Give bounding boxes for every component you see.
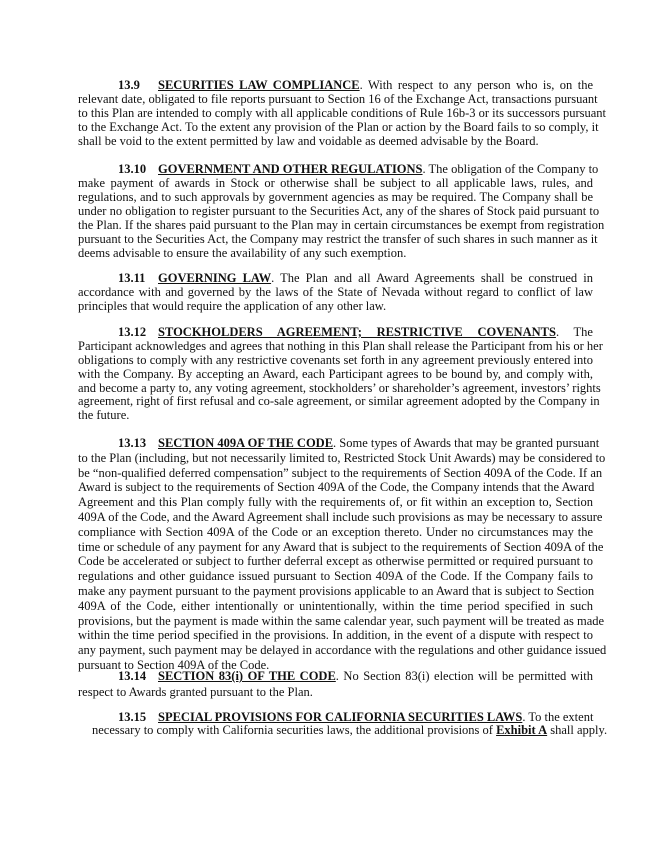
section-heading: SPECIAL PROVISIONS FOR CALIFORNIA SECURITIES LAWS xyxy=(158,709,523,724)
line-text: Code be accelerated or subject to further deferral except as otherwise permitted or required pursuant to xyxy=(78,554,593,569)
line-text: . With respect to any person who is, on the xyxy=(359,78,593,92)
line-text: . The xyxy=(555,325,593,339)
text-line xyxy=(78,119,599,135)
section-heading: SECTION 83(i) OF THE CODE xyxy=(158,669,336,683)
text-line xyxy=(78,569,593,584)
text-line xyxy=(78,480,593,495)
text-line xyxy=(78,628,593,643)
section-number: 13.12 xyxy=(118,325,147,339)
line-text: make any payment pursuant to the payment provisions applicable to an Award that is subject to Section xyxy=(78,583,595,598)
line-text: to the Plan (including, but not necessarily limited to, Restricted Stock Unit Awards) may be considered to xyxy=(78,450,606,465)
line-text: respect to Awards granted pursuant to the Plan. xyxy=(78,684,313,699)
section-number: 13.13 xyxy=(118,436,147,450)
line-text: shall be void to the extent permitted by law and voidable as deemed advisable by the Board. xyxy=(78,133,539,148)
line-text: agreement, right of first refusal and co-sale agreement, or similar agreement adopted by the Company in xyxy=(78,394,600,409)
text-line xyxy=(78,231,598,246)
section-heading: SECTION 409A OF THE CODE xyxy=(158,436,334,450)
text-line xyxy=(78,285,593,299)
text-line xyxy=(78,203,600,218)
text-line xyxy=(78,91,598,107)
section-number: 13.15 xyxy=(118,709,147,724)
section-13-9 xyxy=(78,78,607,148)
line-text: . Some types of Awards that may be granted pursuant xyxy=(333,436,600,450)
line-text: under no obligation to register pursuant to the Securities Act, any of the shares of Stock paid pursuant to xyxy=(78,203,600,218)
text-line xyxy=(78,599,593,614)
section-number: 13.14 xyxy=(118,669,147,683)
line-text: and become a party to, any voting agreement, stockholders’ or shareholder’s agreement, investors’ rights xyxy=(78,380,601,395)
line-text: shall apply. xyxy=(547,723,608,737)
line-text: accordance with and governed by the laws of the State of Nevada without regard to conflict of law xyxy=(78,285,593,299)
text-line xyxy=(78,711,593,725)
text-line xyxy=(78,584,593,599)
line-text: 409A of the Code, and the Award Agreement shall include such provisions as may be necessary to assure xyxy=(78,509,603,524)
line-text: within the time period specified in the provisions. In addition, in the event of a dispute with respect to xyxy=(78,628,593,643)
section-13-15 xyxy=(78,709,608,738)
text-line xyxy=(78,539,604,555)
text-line xyxy=(78,409,593,423)
line-text: . To the extent xyxy=(522,709,594,724)
section-heading: STOCKHOLDERS AGREEMENT; RESTRICTIVE COVENANTS xyxy=(158,325,556,339)
line-text: the future. xyxy=(78,408,130,423)
text-line xyxy=(78,326,593,340)
line-text: 409A of the Code, either intentionally or unintentionally, within the time period specified in such xyxy=(78,598,593,613)
line-text: compliance with Section 409A of the Code or an exception thereto. Under no circumstances may the xyxy=(78,524,593,539)
line-text: necessary to comply with California securities laws, the additional provisions of xyxy=(92,723,497,737)
line-text: pursuant to the Securities Act, the Company may restrict the transfer of such shares in such manner as it xyxy=(78,231,598,246)
line-text: obligations to comply with any restrictive covenants set forth in any agreement previously entered into xyxy=(78,352,593,367)
line-text: . The obligation of the Company to xyxy=(422,161,599,176)
section-number: 13.10 xyxy=(118,161,147,176)
line-text: . No Section 83(i) election will be permitted with xyxy=(335,669,594,683)
line-text: relevant date, obligated to file reports pursuant to Section 16 of the Exchange Act, transactions pursuant xyxy=(78,91,598,106)
text-line xyxy=(78,554,593,569)
line-text: regulations, and to such approvals by government agencies as may be required. The Company shall be xyxy=(78,189,593,204)
section-13-12 xyxy=(78,325,603,423)
text-line xyxy=(78,643,607,658)
text-line xyxy=(78,338,603,354)
line-text: be “non-qualified deferred compensation” subject to the requirements of Section 409A of the Code. If an xyxy=(78,465,603,480)
text-line xyxy=(78,190,593,204)
line-text: to this Plan are intended to comply with all applicable conditions of Rule 16b-3 or its successors pursuant xyxy=(78,105,607,120)
line-text: Agreement and this Plan comply fully with the requirements of, or fit within an exception to, Section xyxy=(78,495,593,510)
line-text: with the Company. By accepting an Award, each Participant agrees to be bound by, and comply with, xyxy=(78,366,593,381)
line-text: regulations and other guidance issued pursuant to Section 409A of the Code. If the Company fails to xyxy=(78,569,593,584)
text-line xyxy=(78,368,593,382)
line-text: make payment of awards in Stock or otherwise shall be subject to all applicable laws, rules, and xyxy=(78,175,593,190)
section-number: 13.11 xyxy=(118,271,146,285)
section-number: 13.9 xyxy=(118,78,140,92)
line-text: Participant acknowledges and agrees that nothing in this Plan shall release the Participant from his or her xyxy=(78,338,603,353)
line-text: to the Exchange Act. To the extent any provision of the Plan or action by the Board fails to so comply, it xyxy=(78,119,599,134)
text-line xyxy=(78,246,593,260)
line-text: any payment, such payment may be delayed in accordance with the regulations and other guidance issued xyxy=(78,643,607,658)
text-line xyxy=(78,299,593,313)
text-line xyxy=(78,217,605,232)
section-heading: GOVERNING LAW xyxy=(158,271,272,285)
text-line xyxy=(78,394,600,409)
section-13-11 xyxy=(78,271,593,313)
text-line xyxy=(78,509,603,525)
text-line xyxy=(78,525,593,540)
section-heading: GOVERNMENT AND OTHER REGULATIONS xyxy=(158,161,423,176)
text-line xyxy=(78,723,608,738)
section-13-14 xyxy=(78,669,593,700)
text-line xyxy=(78,176,593,190)
section-heading: SECURITIES LAW COMPLIANCE xyxy=(158,78,360,92)
section-13-10 xyxy=(78,161,605,260)
line-text: the Plan. If the shares paid pursuant to the Plan may in certain circumstances be exempt from registration xyxy=(78,217,605,232)
exhibit-a-reference[interactable]: Exhibit A xyxy=(496,723,548,737)
text-line xyxy=(78,685,593,701)
text-line xyxy=(78,380,601,396)
line-text: Award is subject to the requirements of Section 409A of the Code, the Company intends that the Award xyxy=(78,480,595,495)
line-text: . The Plan and all Award Agreements shall be construed in xyxy=(271,271,593,285)
text-line xyxy=(78,669,593,685)
section-13-13 xyxy=(78,436,607,673)
text-line xyxy=(78,495,593,510)
text-line xyxy=(78,135,593,149)
text-line xyxy=(78,79,593,93)
text-line xyxy=(78,105,607,121)
line-text: deems advisable to ensure the availability of any such exemption. xyxy=(78,245,407,260)
text-line xyxy=(78,613,605,629)
line-text: time or schedule of any payment for any Award that is subject to the requirements of Section 409A of the xyxy=(78,539,604,554)
text-line xyxy=(78,161,599,176)
line-text: pursuant to Section 409A of the Code. xyxy=(78,657,270,672)
text-line xyxy=(78,271,593,285)
line-text: principles that would require the application of any other law. xyxy=(78,299,387,313)
text-line xyxy=(78,450,606,466)
text-line xyxy=(78,436,600,451)
line-text: provisions, but the payment is made within the same calendar year, such payment will be treated as made xyxy=(78,613,605,628)
text-line xyxy=(78,465,603,481)
text-line xyxy=(78,354,593,368)
